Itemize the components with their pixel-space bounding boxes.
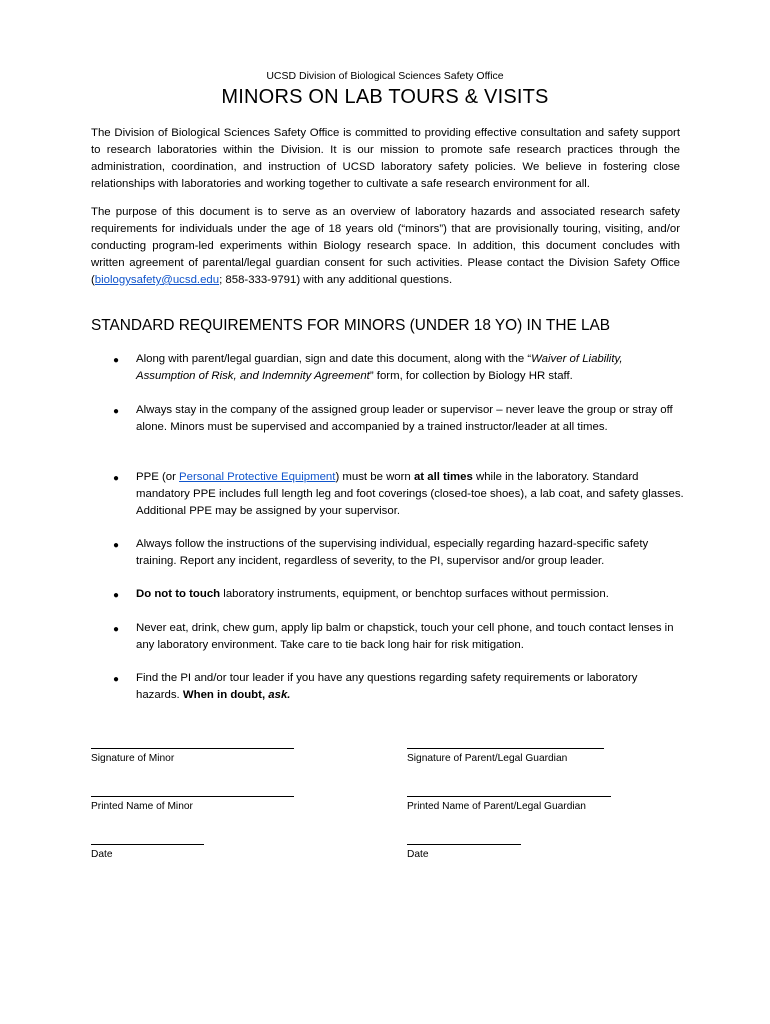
purpose-text-end: ; 858-333-9791) with any additional questions. <box>219 274 453 286</box>
minor-signature-block <box>91 748 294 764</box>
requirement-text <box>136 351 684 385</box>
requirement-text <box>136 586 684 603</box>
requirement-text: Always follow the instructions of the supervising individual, especially regarding hazard-specific safety training. Report any incident, regardless of severity, to the PI, supervisor and/or group leader. <box>136 538 649 567</box>
requirement-text-end: while in the laboratory. Standard mandatory PPE includes full length leg and foot coverings (closed-toe shoes), a lab coat, and safety glasses. Additional PPE may be assigned by your supervisor. <box>136 471 684 517</box>
requirement-text-start: Find the PI and/or tour leader if you have any questions regarding safety requirements or laboratory hazards. <box>136 672 638 701</box>
requirement-text-end: ” form, for collection by Biology HR staff. <box>369 370 573 382</box>
page-title: MINORS ON LAB TOURS & VISITS <box>221 86 549 108</box>
ppe-link[interactable]: Personal Protective Equipment <box>179 471 336 483</box>
minor-printed-name-block <box>91 796 294 812</box>
requirement-text-start: PPE (or <box>136 471 180 483</box>
requirement-text: Never eat, drink, chew gum, apply lip balm or chapstick, touch your cell phone, and touch contact lenses in any laboratory environment. Take care to tie back long hair for risk mitigation. <box>136 622 674 651</box>
requirements-heading: STANDARD REQUIREMENTS FOR MINORS (UNDER 18 YO) IN THE LAB <box>91 317 611 334</box>
waiver-title: Waiver of Liability, Assumption of Risk, and Indemnity Agreement <box>136 353 623 382</box>
minor-date-line[interactable] <box>91 844 204 845</box>
minor-signature-label: Signature of Minor <box>91 753 175 764</box>
requirement-text <box>136 670 684 704</box>
emphasis-at-all-times: at all times <box>413 471 473 483</box>
guardian-printed-name-label: Printed Name of Parent/Legal Guardian <box>407 801 586 812</box>
intro-paragraph-purpose <box>91 204 680 289</box>
guardian-date-block <box>407 844 521 860</box>
bullet-icon: ● <box>113 590 120 601</box>
minor-date-label: Date <box>91 849 113 860</box>
guardian-signature-label: Signature of Parent/Legal Guardian <box>407 753 568 764</box>
requirement-text-middle: ) must be worn <box>335 471 414 483</box>
bullet-icon: ● <box>113 674 120 685</box>
guardian-printed-name-line[interactable] <box>407 796 611 797</box>
emphasis-ask: ask. <box>268 689 291 701</box>
minor-printed-name-line[interactable] <box>91 796 294 797</box>
minor-signature-line[interactable] <box>91 748 294 749</box>
guardian-signature-block <box>407 748 604 764</box>
minor-printed-name-label: Printed Name of Minor <box>91 801 193 812</box>
guardian-date-line[interactable] <box>407 844 521 845</box>
minor-date-block <box>91 844 204 860</box>
emphasis-when-in-doubt: When in doubt, <box>182 689 269 701</box>
guardian-date-label: Date <box>407 849 429 860</box>
requirement-text-start: Along with parent/legal guardian, sign and date this document, along with the “ <box>136 353 532 365</box>
office-header: UCSD Division of Biological Sciences Safety Office <box>266 70 504 82</box>
requirement-text-end: laboratory instruments, equipment, or benchtop surfaces without permission. <box>220 588 609 600</box>
requirement-text <box>136 469 684 520</box>
emphasis-do-not-touch: Do not to touch <box>136 588 221 600</box>
bullet-icon: ● <box>113 540 120 551</box>
bullet-icon: ● <box>113 624 120 635</box>
bullet-icon: ● <box>113 473 120 484</box>
bullet-icon: ● <box>113 406 120 417</box>
contact-email-link[interactable]: biologysafety@ucsd.edu <box>94 274 220 286</box>
intro-paragraph-mission: The Division of Biological Sciences Safety Office is committed to providing effective consultation and safety support to research laboratories within the Division. It is our mission to promote safe research practices through the administration, coordination, and instruction of UCSD laboratory safety policies. We believe in fostering close relationships with laboratories and working together to cultivate a safe research environment for all. <box>91 127 680 190</box>
bullet-icon: ● <box>113 355 120 366</box>
guardian-printed-name-block <box>407 796 611 812</box>
guardian-signature-line[interactable] <box>407 748 604 749</box>
requirement-text: Always stay in the company of the assigned group leader or supervisor – never leave the group or stray off alone. Minors must be supervised and accompanied by a trained instructor/leader at all times. <box>136 404 673 433</box>
purpose-text: The purpose of this document is to serve as an overview of laboratory hazards and associated research safety requirements for individuals under the age of 18 years old (“minors”) that are provisionally touring, visiting, and/or conducting program-led experiments within Biology research space. In addition, this document concludes with written agreement of parental/legal guardian consent for such activities. Please contact the Division Safety Office ( <box>91 206 680 286</box>
